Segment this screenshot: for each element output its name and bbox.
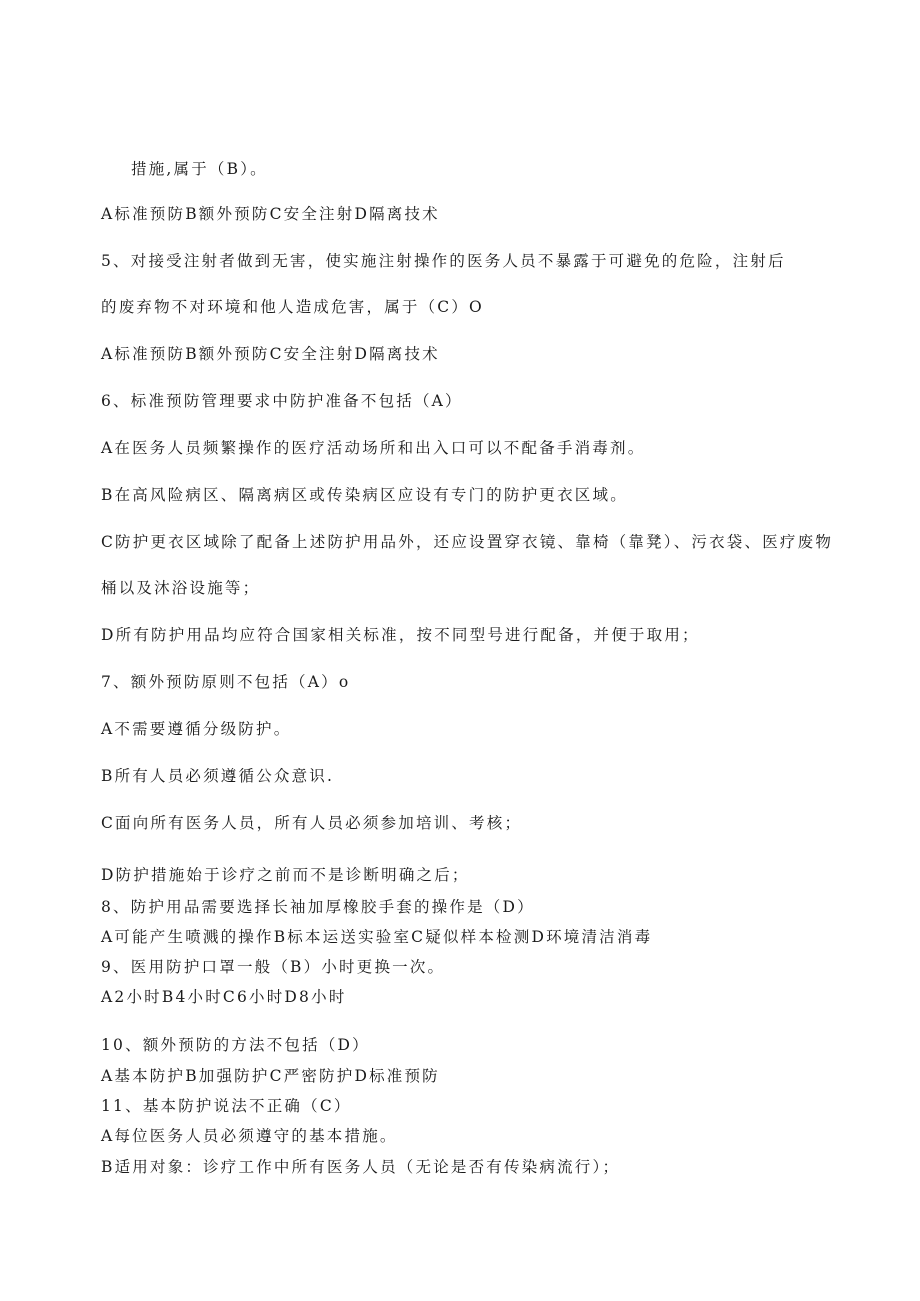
question-8: 8、防护用品需要选择长袖加厚橡胶手套的操作是（D） bbox=[101, 898, 535, 916]
question-6: 6、标准预防管理要求中防护准备不包括（A） bbox=[101, 392, 463, 410]
question-7: 7、额外预防原则不包括（A）o bbox=[101, 673, 351, 691]
option-b: B适用对象：诊疗工作中所有医务人员（无论是否有传染病流行）； bbox=[101, 1158, 621, 1176]
answer-options: A可能产生喷溅的操作B标本运送实验室C疑似样本检测D环境清洁消毒 bbox=[101, 928, 653, 946]
option-a: A每位医务人员必须遵守的基本措施。 bbox=[101, 1127, 398, 1145]
option-c: C面向所有医务人员，所有人员必须参加培训、考核； bbox=[101, 814, 523, 832]
option-b: B所有人员必须遵循公众意识. bbox=[101, 767, 335, 785]
option-b: B在高风险病区、隔离病区或传染病区应设有专门的防护更衣区域。 bbox=[101, 486, 628, 504]
answer-options: A标准预防B额外预防C安全注射D隔离技术 bbox=[101, 345, 440, 363]
text-line: 措施,属于（B）。 bbox=[131, 160, 268, 178]
option-a: A不需要遵循分级防护。 bbox=[101, 720, 292, 738]
answer-options: A2小时B4小时C6小时D8小时 bbox=[101, 988, 347, 1006]
question-5: 5、对接受注射者做到无害，使实施注射操作的医务人员不暴露于可避免的危险，注射后 bbox=[101, 252, 786, 270]
answer-options: A标准预防B额外预防C安全注射D隔离技术 bbox=[101, 205, 440, 223]
question-11: 11、基本防护说法不正确（C） bbox=[101, 1097, 352, 1115]
option-c: C防护更衣区域除了配备上述防护用品外，还应设置穿衣镜、靠椅（靠凳）、污衣袋、医疗废物 bbox=[101, 533, 834, 551]
question-9: 9、医用防护口罩一般（B）小时更换一次。 bbox=[101, 958, 446, 976]
text-line: 的废弃物不对环境和他人造成危害，属于（C）O bbox=[101, 298, 484, 316]
option-d: D所有防护用品均应符合国家相关标准，按不同型号进行配备，并便于取用； bbox=[101, 626, 700, 644]
answer-options: A基本防护B加强防护C严密防护D标准预防 bbox=[101, 1067, 440, 1085]
question-10: 10、额外预防的方法不包括（D） bbox=[101, 1036, 370, 1054]
text-line: 桶以及沐浴设施等； bbox=[101, 579, 261, 597]
option-a: A在医务人员频繁操作的医疗活动场所和出入口可以不配备手消毒剂。 bbox=[101, 439, 646, 457]
option-d: D防护措施始于诊疗之前而不是诊断明确之后； bbox=[101, 866, 470, 884]
